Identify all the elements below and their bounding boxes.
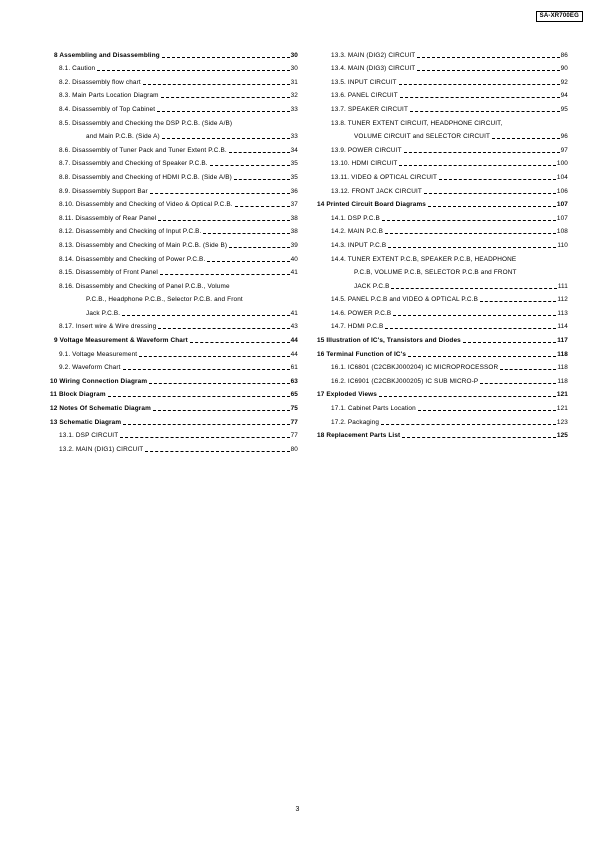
toc-entry-title: VOLUME CIRCUIT and SELECTOR CIRCUIT <box>354 133 491 141</box>
toc-entry[interactable] <box>50 385 298 399</box>
toc-entry-title: 8.15. Disassembly of Front Panel <box>59 269 158 277</box>
toc-entry[interactable] <box>50 303 298 317</box>
toc-entry[interactable] <box>50 140 298 154</box>
toc-entry-title: 11 Block Diagram <box>50 391 106 399</box>
toc-entry-title: 13.8. TUNER EXTENT CIRCUIT, HEADPHONE CIRCUIT, <box>331 119 503 127</box>
toc-leader-dots <box>424 193 556 194</box>
toc-entry-page: 61 <box>290 364 298 372</box>
toc-entry-title: 17 Exploded Views <box>317 391 377 399</box>
toc-entry-page: 33 <box>290 105 298 113</box>
toc-entry-page: 114 <box>557 323 568 331</box>
toc-entry-page: 110 <box>557 241 568 249</box>
toc-entry-title: 8.1. Caution <box>59 65 96 73</box>
toc-entry-page: 41 <box>290 269 298 277</box>
toc-entry-page: 118 <box>557 364 568 372</box>
toc-entry[interactable] <box>317 398 568 412</box>
toc-leader-dots <box>162 138 290 139</box>
toc-entry-title: 8.13. Disassembly and Checking of Main P.C.B. (Side B) <box>59 241 228 249</box>
toc-entry-title: 13.9. POWER CIRCUIT <box>331 146 402 154</box>
toc-entry[interactable] <box>50 263 298 277</box>
toc-entry-title: 8.17. Insert wire & Wire dressing <box>59 323 157 331</box>
toc-entry[interactable] <box>50 439 298 453</box>
toc-entry-title: 13.12. FRONT JACK CIRCUIT <box>331 187 422 195</box>
toc-entry-page: 97 <box>560 146 568 154</box>
toc-entry-page: 111 <box>557 282 568 290</box>
toc-entry-page: 113 <box>557 309 568 317</box>
toc-entry[interactable] <box>317 195 568 209</box>
toc-entry[interactable] <box>50 276 298 290</box>
toc-entry-page: 77 <box>290 418 298 426</box>
toc-leader-dots <box>123 424 289 425</box>
toc-entry-page: 75 <box>290 405 298 413</box>
toc-entry-title: 8.12. Disassembly and Checking of Input P.C.B. <box>59 228 202 236</box>
toc-entry[interactable] <box>317 290 568 304</box>
toc-leader-dots <box>391 288 556 289</box>
toc-entry-title: 8.2. Disassembly flow chart <box>59 78 141 86</box>
toc-leader-dots <box>399 84 560 85</box>
toc-entry[interactable] <box>317 263 568 277</box>
toc-entry-title: 14.5. PANEL P.C.B and VIDEO & OPTICAL P.C.B <box>331 296 478 304</box>
toc-entry[interactable] <box>317 371 568 385</box>
toc-entry[interactable] <box>317 181 568 195</box>
toc-entry[interactable] <box>50 154 298 168</box>
toc-entry[interactable] <box>317 344 568 358</box>
toc-entry[interactable] <box>317 59 568 73</box>
toc-entry-page: 112 <box>557 296 568 304</box>
toc-entry-title: 8.11. Disassembly of Rear Panel <box>59 214 157 222</box>
toc-entry-title: 13.5. INPUT CIRCUIT <box>331 78 397 86</box>
toc-entry-title: 8.9. Disassembly Support Bar <box>59 187 148 195</box>
toc-entry-page: 121 <box>556 391 568 399</box>
toc-entry[interactable] <box>50 59 298 73</box>
toc-entry-title: 13.11. VIDEO & OPTICAL CIRCUIT <box>331 173 438 181</box>
toc-entry-page: 41 <box>290 309 298 317</box>
toc-entry[interactable] <box>317 140 568 154</box>
toc-entry[interactable] <box>50 222 298 236</box>
toc-entry-page: 30 <box>290 65 298 73</box>
toc-leader-dots <box>153 410 290 411</box>
toc-entry-page: 44 <box>290 350 298 358</box>
toc-entry-title: 13.6. PANEL CIRCUIT <box>331 92 398 100</box>
toc-entry[interactable] <box>317 222 568 236</box>
toc-entry[interactable] <box>50 398 298 412</box>
toc-leader-dots <box>97 70 289 71</box>
toc-entry-page: 77 <box>290 432 298 440</box>
toc-leader-dots <box>400 97 560 98</box>
toc-leader-dots <box>235 206 290 207</box>
toc-entry-title: 8.8. Disassembly and Checking of HDMI P.C.B. (Side A/B) <box>59 173 232 181</box>
toc-entry-title: JACK P.C.B <box>354 282 390 290</box>
toc-entry[interactable] <box>317 167 568 181</box>
toc-right-column <box>317 45 568 439</box>
toc-entry[interactable] <box>317 276 568 290</box>
toc-entry-title: 17.2. Packaging <box>331 418 380 426</box>
toc-entry-title: 13.10. HDMI CIRCUIT <box>331 160 398 168</box>
toc-entry[interactable] <box>50 72 298 86</box>
toc-entry-page: 38 <box>290 228 298 236</box>
toc-leader-dots <box>463 342 556 343</box>
toc-leader-dots <box>162 57 290 58</box>
toc-entry[interactable] <box>317 317 568 331</box>
toc-entry-title: and Main P.C.B. (Side A) <box>86 133 160 141</box>
toc-leader-dots <box>480 301 556 302</box>
toc-entry[interactable] <box>317 303 568 317</box>
toc-leader-dots <box>190 342 290 343</box>
toc-entry-page: 118 <box>557 377 568 385</box>
toc-left-column <box>50 45 298 453</box>
model-number-label: SA-XR700EG <box>536 11 583 22</box>
toc-entry-title: P.C.B., Headphone P.C.B., Selector P.C.B. and Front <box>86 296 243 304</box>
toc-entry-page: 36 <box>290 187 298 195</box>
toc-leader-dots <box>123 369 290 370</box>
toc-entry-title: 8.10. Disassembly and Checking of Video & Optical P.C.B. <box>59 201 233 209</box>
toc-entry[interactable] <box>50 181 298 195</box>
toc-entry[interactable] <box>317 154 568 168</box>
toc-leader-dots <box>388 247 556 248</box>
toc-entry-title: 12 Notes Of Schematic Diagram <box>50 405 151 413</box>
toc-leader-dots <box>500 369 556 370</box>
toc-entry[interactable] <box>317 249 568 263</box>
toc-leader-dots <box>417 57 559 58</box>
toc-entry[interactable] <box>50 330 298 344</box>
toc-entry-page: 107 <box>556 201 568 209</box>
toc-leader-dots <box>410 111 560 112</box>
toc-entry-page: 33 <box>290 133 298 141</box>
toc-entry-page: 80 <box>290 445 298 453</box>
toc-leader-dots <box>480 383 556 384</box>
toc-leader-dots <box>399 165 555 166</box>
toc-leader-dots <box>139 356 289 357</box>
toc-entry[interactable] <box>317 86 568 100</box>
toc-leader-dots <box>492 138 560 139</box>
toc-entry[interactable] <box>317 385 568 399</box>
toc-leader-dots <box>207 261 289 262</box>
toc-entry[interactable] <box>50 235 298 249</box>
toc-leader-dots <box>143 84 290 85</box>
toc-leader-dots <box>382 220 556 221</box>
toc-entry[interactable] <box>50 208 298 222</box>
toc-leader-dots <box>402 437 556 438</box>
toc-entry-title: P.C.B, VOLUME P.C.B, SELECTOR P.C.B and FRONT <box>354 269 517 277</box>
toc-entry-title: 8.6. Disassembly of Tuner Pack and Tuner Extent P.C.B. <box>59 146 227 154</box>
toc-leader-dots <box>418 410 556 411</box>
toc-entry-title: 9.1. Voltage Measurement <box>59 350 138 358</box>
toc-entry[interactable] <box>50 426 298 440</box>
toc-leader-dots <box>157 111 289 112</box>
toc-leader-dots <box>149 383 289 384</box>
toc-entry-page: 107 <box>556 214 568 222</box>
toc-leader-dots <box>439 179 556 180</box>
toc-entry[interactable] <box>317 426 568 440</box>
toc-entry[interactable] <box>317 358 568 372</box>
toc-leader-dots <box>210 165 290 166</box>
toc-entry-page: 96 <box>560 133 568 141</box>
toc-leader-dots <box>203 233 289 234</box>
toc-entry[interactable] <box>50 86 298 100</box>
toc-entry-title: 14.4. TUNER EXTENT P.C.B, SPEAKER P.C.B, HEADPHONE <box>331 255 517 263</box>
toc-entry-title: 13.7. SPEAKER CIRCUIT <box>331 105 409 113</box>
toc-entry-page: 125 <box>556 432 568 440</box>
toc-entry-page: 123 <box>556 418 568 426</box>
toc-entry-page: 32 <box>290 92 298 100</box>
toc-entry-page: 35 <box>290 160 298 168</box>
toc-entry-page: 108 <box>556 228 568 236</box>
toc-entry[interactable] <box>50 344 298 358</box>
toc-entry-page: 35 <box>290 173 298 181</box>
toc-entry-title: 13.3. MAIN (DIG2) CIRCUIT <box>331 51 416 59</box>
toc-entry-page: 100 <box>556 160 568 168</box>
toc-leader-dots <box>122 315 289 316</box>
toc-entry[interactable] <box>50 317 298 331</box>
toc-entry-title: 8.3. Main Parts Location Diagram <box>59 92 159 100</box>
toc-leader-dots <box>150 193 290 194</box>
toc-leader-dots <box>381 424 556 425</box>
page-number: 3 <box>295 806 300 813</box>
toc-entry-title: 14.1. DSP P.C.B <box>331 214 380 222</box>
toc-entry-page: 106 <box>556 187 568 195</box>
toc-entry[interactable] <box>50 99 298 113</box>
toc-leader-dots <box>404 152 560 153</box>
toc-leader-dots <box>417 70 559 71</box>
toc-entry-title: 8.7. Disassembly and Checking of Speaker P.C.B. <box>59 160 208 168</box>
toc-leader-dots <box>408 356 556 357</box>
toc-entry-title: 14.2. MAIN P.C.B <box>331 228 384 236</box>
toc-entry[interactable] <box>50 358 298 372</box>
toc-entry-title: 16.2. IC6901 (C2CBKJ000205) IC SUB MICRO-P <box>331 377 479 385</box>
toc-leader-dots <box>120 437 289 438</box>
toc-leader-dots <box>161 97 290 98</box>
toc-entry-title: 10 Wiring Connection Diagram <box>50 377 148 385</box>
toc-entry[interactable] <box>317 45 568 59</box>
toc-entry[interactable] <box>50 249 298 263</box>
toc-entry-title: 14 Printed Circuit Board Diagrams <box>317 201 427 209</box>
toc-entry-title: 18 Replacement Parts List <box>317 432 401 440</box>
toc-entry-title: 14.6. POWER P.C.B <box>331 309 392 317</box>
toc-entry-title: 15 Illustration of IC's, Transistors and Diodes <box>317 337 461 345</box>
toc-leader-dots <box>229 152 290 153</box>
toc-entry-title: Jack P.C.B. <box>86 309 121 317</box>
toc-entry[interactable] <box>317 127 568 141</box>
toc-entry-page: 86 <box>560 51 568 59</box>
toc-entry[interactable] <box>50 412 298 426</box>
toc-entry[interactable] <box>317 412 568 426</box>
toc-leader-dots <box>393 315 556 316</box>
toc-entry[interactable] <box>50 167 298 181</box>
toc-entry-title: 16.1. IC6801 (C2CBKJ000204) IC MICROPROCESSOR <box>331 364 499 372</box>
toc-entry-title: 8.14. Disassembly and Checking of Power P.C.B. <box>59 255 206 263</box>
toc-entry-page: 104 <box>556 173 568 181</box>
toc-entry-page: 34 <box>290 146 298 154</box>
toc-entry-page: 40 <box>290 255 298 263</box>
toc-entry-title: 16 Terminal Function of IC's <box>317 350 407 358</box>
toc-entry[interactable] <box>317 113 568 127</box>
toc-entry-title: 9.2. Waveform Chart <box>59 364 121 372</box>
toc-leader-dots <box>385 328 556 329</box>
toc-entry-page: 90 <box>560 65 568 73</box>
toc-entry[interactable] <box>317 330 568 344</box>
toc-entry-page: 31 <box>290 78 298 86</box>
toc-leader-dots <box>145 451 289 452</box>
toc-entry[interactable] <box>50 290 298 304</box>
toc-leader-dots <box>385 233 556 234</box>
toc-entry[interactable] <box>317 235 568 249</box>
toc-leader-dots <box>229 247 289 248</box>
toc-entry-page: 117 <box>557 337 568 345</box>
toc-entry[interactable] <box>50 371 298 385</box>
toc-entry[interactable] <box>317 72 568 86</box>
toc-entry[interactable] <box>50 127 298 141</box>
toc-entry-title: 14.3. INPUT P.C.B <box>331 241 387 249</box>
toc-entry-page: 38 <box>290 214 298 222</box>
toc-entry-page: 95 <box>560 105 568 113</box>
toc-entry-page: 63 <box>290 377 298 385</box>
toc-entry[interactable] <box>317 99 568 113</box>
toc-entry-page: 94 <box>560 92 568 100</box>
toc-entry-title: 14.7. HDMI P.C.B <box>331 323 384 331</box>
toc-leader-dots <box>428 206 556 207</box>
toc-entry-page: 39 <box>290 241 298 249</box>
toc-entry-title: 9 Voltage Measurement & Waveform Chart <box>54 337 188 345</box>
toc-entry-title: 13.2. MAIN (DIG1) CIRCUIT <box>59 445 144 453</box>
toc-entry-page: 92 <box>560 78 568 86</box>
toc-entry-title: 13.4. MAIN (DIG3) CIRCUIT <box>331 65 416 73</box>
toc-entry-page: 37 <box>290 201 298 209</box>
toc-entry-title: 8.16. Disassembly and Checking of Panel P.C.B., Volume <box>59 282 230 290</box>
toc-entry-page: 65 <box>290 391 298 399</box>
toc-entry-title: 13.1. DSP CIRCUIT <box>59 432 119 440</box>
toc-leader-dots <box>160 274 290 275</box>
toc-entry-page: 44 <box>290 337 298 345</box>
toc-entry-title: 17.1. Cabinet Parts Location <box>331 405 416 413</box>
toc-leader-dots <box>158 220 289 221</box>
toc-leader-dots <box>108 396 290 397</box>
toc-leader-dots <box>158 328 289 329</box>
toc-entry-title: 13 Schematic Diagram <box>50 418 122 426</box>
toc-leader-dots <box>379 396 556 397</box>
toc-entry[interactable] <box>50 195 298 209</box>
toc-entry-title: 8.5. Disassembly and Checking the DSP P.C.B. (Side A/B) <box>59 119 233 127</box>
toc-entry-title: 8 Assembling and Disassembling <box>54 51 160 59</box>
toc-entry-page: 118 <box>557 350 568 358</box>
toc-entry-title: 8.4. Disassembly of Top Cabinet <box>59 105 156 113</box>
toc-leader-dots <box>234 179 290 180</box>
toc-entry-page: 43 <box>290 323 298 331</box>
toc-entry[interactable] <box>317 208 568 222</box>
toc-entry-page: 30 <box>290 51 298 59</box>
toc-entry[interactable] <box>50 113 298 127</box>
toc-entry[interactable] <box>50 45 298 59</box>
toc-entry-page: 121 <box>556 405 568 413</box>
